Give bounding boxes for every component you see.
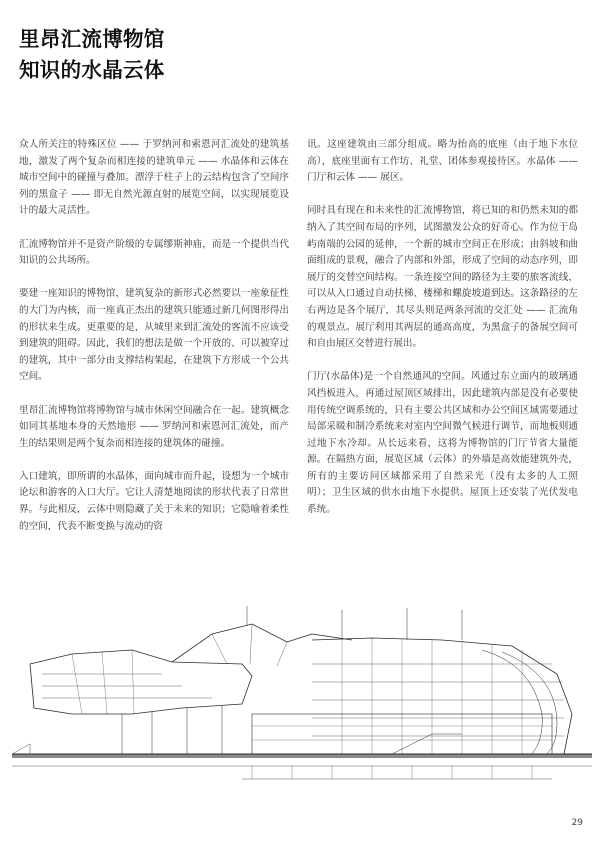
page-title [19,24,165,86]
ground-fill [12,754,592,758]
drawing-linework [12,606,592,779]
paragraph: 讯。这座建筑由三部分组成。略为抬高的底座（由于地下水位高），底座里面有工作坊、礼堂、团体参观接待区。水晶体 —— 门厅和云体 —— 展区。 [307,139,578,184]
paragraph: 众人所关注的特殊区位 —— 于罗纳河和索恩河汇流处的建筑基地，激发了两个复杂而相连接的建筑单元 —— 水晶体和云体在城市空间中的碰撞与叠加。漂浮于柱子上的云结构包含了空间序列的黑盒子 —— 即无自然光源直射的展览空间，以实现展览设计的最大灵活性。 [19,139,289,217]
paragraph: 入口建筑，即所谓的水晶体，面向城市而升起，设想为一个城市论坛和游客的入口大厅。它让人清楚地阅读的形状代表了日常世界。与此相反，云体中则隐藏了关于未来的知识；它隐喻着柔性的空间，代表不断变换与流动的资 [19,470,289,532]
paragraph: 门厅(水晶体)是一个自然通风的空间。风通过东立面内的玻璃通风挡板进入，再通过屋顶区域排出，因此建筑内部是没有必要使用传统空调系统的，只有主要公共区域和办公空间区域需要通过局部采暖和制冷系统来对室内空间微气候进行调节，而地板则通过地下水冷却。从长远来看，这将为博物馆的门厅节省大量能源。在隔热方面，展览区域（云体）的外墙是高效能建筑外壳，所有的主要访问区域都采用了自然采光（没有太多的人工照明）；卫生区域的供水由地下水提供。屋顶上还安装了光伏发电系统。 [307,371,578,516]
paragraph: 要建一座知识的博物馆，建筑复杂的新形式必然要以一座象征性的大门为内核，而一座真正杰出的建筑只能通过新几何图形得出的形状来生成。更重要的是，从城里来到汇流处的客流不应该受到建筑的阻碍。因此，我们的想法是做一个开放的、可以被穿过的建筑，其中一部分由支撑结构架起，在建筑下方形成一个公共空间。 [19,288,289,383]
left-text-column [19,137,289,552]
title-line-2: 知识的水晶云体 [19,58,165,82]
paragraph: 汇流博物馆并不是资产阶级的专属缪斯神庙，而是一个提供当代知识的公共场所。 [19,238,289,267]
paragraph: 里昂汇流博物馆将博物馆与城市休闲空间融合在一起。建筑概念如同其基地本身的天然地形 —— 罗纳河和索恩河汇流处，而产生的结果则是两个复杂而相连接的建筑体的碰撞。 [19,404,289,449]
page-number: 29 [571,818,583,828]
right-text-column [307,137,578,535]
title-line-1: 里昂汇流博物馆 [19,27,165,51]
section-drawing [12,604,592,800]
paragraph: 同时具有现在和未来性的汇流博物馆，将已知的和仍然未知的都纳入了其空间布局的序列，试图激发公众的好奇心。作为位于岛屿南端的公园的延伸，一个新的城市空间正在形成；由斜坡和曲面组成的景观，融合了内部和外部，形成了空间的动态序列，即展厅的交替空间结构。一条连接空间的路径为主要的旅客流线，可以从入口通过自动扶梯、楼梯和螺旋坡道到达。这条路径的左右两边是各个展厅，其尽头则是两条河流的交汇处 —— 汇流角的观景点。展厅利用其两层的通高高度，为黑盒子的备展空间可和自由展区交替进行展出。 [307,205,578,350]
